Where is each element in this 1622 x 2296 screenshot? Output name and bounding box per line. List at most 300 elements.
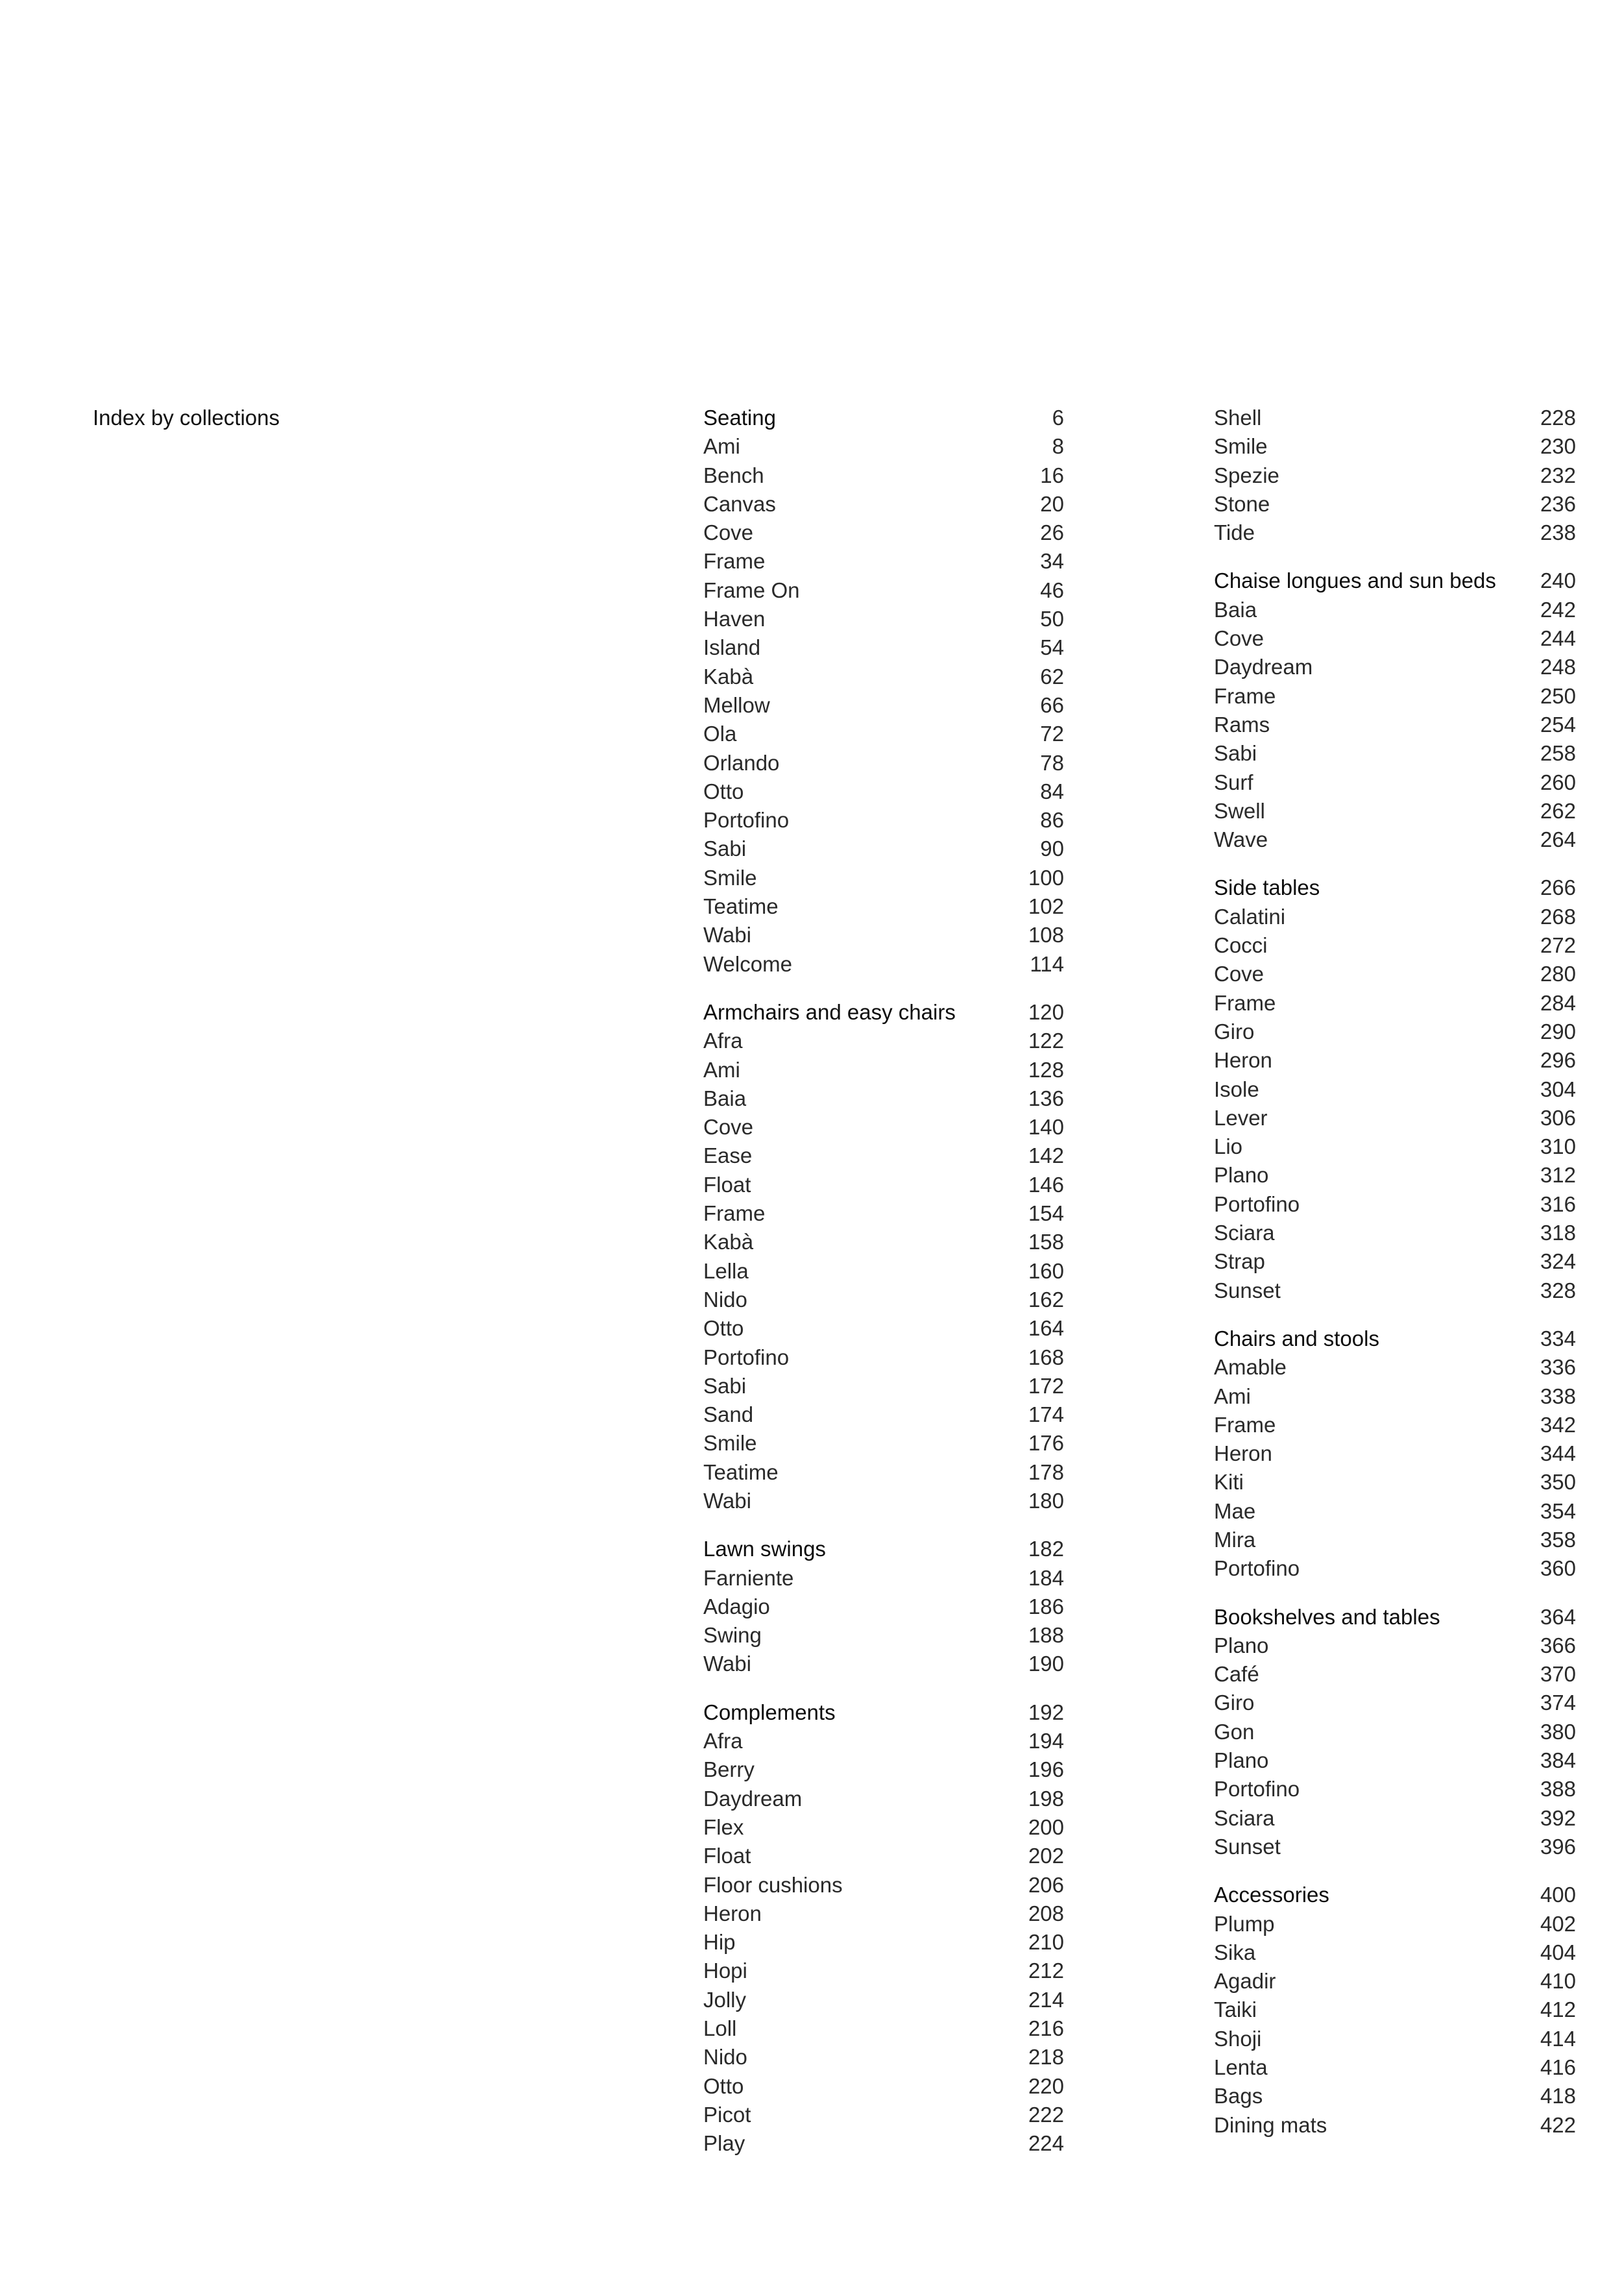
- index-entry: [703, 720, 1064, 748]
- entry-name: Sciara: [1214, 1221, 1275, 1245]
- index-column-left: [703, 404, 1064, 2178]
- entry-page-number: 384: [1540, 1748, 1576, 1773]
- entry-page-number: 66: [1040, 692, 1064, 717]
- entry-page-number: 296: [1540, 1048, 1576, 1073]
- entry-page-number: 208: [1028, 1901, 1064, 1925]
- entry-page-number: 158: [1028, 1230, 1064, 1254]
- section-chairs-and-stools: [1214, 1325, 1576, 1583]
- entry-name: Stone: [1214, 491, 1270, 516]
- entry-name: Portofino: [703, 808, 790, 833]
- entry-name: Otto: [703, 2073, 744, 2098]
- entry-page-number: 72: [1040, 722, 1064, 746]
- section-heading-page: 6: [1052, 406, 1064, 430]
- entry-page-number: 168: [1028, 1345, 1064, 1369]
- entry-name: Rams: [1214, 712, 1270, 737]
- entry-name: Teatime: [703, 894, 779, 919]
- entry-name: Kiti: [1214, 1470, 1244, 1495]
- entry-name: Farniente: [703, 1565, 794, 1590]
- section-heading-page: 182: [1028, 1537, 1064, 1561]
- index-entry: [703, 777, 1064, 806]
- entry-name: Floor cushions: [703, 1872, 843, 1897]
- entry-page-number: 102: [1028, 894, 1064, 919]
- section-heading: [1214, 567, 1576, 595]
- entry-name: Sika: [1214, 1940, 1256, 1964]
- index-entry: [1214, 1046, 1576, 1075]
- index-entry: [703, 1871, 1064, 1899]
- index-entry: [703, 1928, 1064, 1957]
- section-heading: [703, 1698, 1064, 1727]
- index-entry: [1214, 2111, 1576, 2140]
- entry-name: Lever: [1214, 1105, 1268, 1130]
- entry-page-number: 142: [1028, 1143, 1064, 1168]
- entry-name: Cove: [703, 520, 754, 545]
- index-entry: [703, 864, 1064, 892]
- index-entry: [1214, 461, 1576, 490]
- entry-name: Adagio: [703, 1594, 770, 1618]
- entry-name: Frame: [1214, 683, 1276, 708]
- section-heading: [1214, 1881, 1576, 1909]
- index-entry: [1214, 1746, 1576, 1775]
- entry-page-number: 90: [1040, 837, 1064, 861]
- entry-page-number: 374: [1540, 1691, 1576, 1715]
- entry-page-number: 174: [1028, 1402, 1064, 1427]
- entry-page-number: 190: [1028, 1652, 1064, 1676]
- entry-page-number: 414: [1540, 2026, 1576, 2051]
- entry-page-number: 16: [1040, 463, 1064, 487]
- index-entry: [1214, 1439, 1576, 1468]
- entry-name: Calatini: [1214, 904, 1286, 929]
- entry-page-number: 304: [1540, 1077, 1576, 1101]
- entry-name: Plano: [1214, 1163, 1269, 1188]
- index-entry: [703, 1986, 1064, 2014]
- index-entry: [703, 633, 1064, 662]
- section-accessories: [1214, 1881, 1576, 2140]
- entry-page-number: 100: [1028, 865, 1064, 890]
- entry-name: Kabà: [703, 1230, 754, 1254]
- entry-name: Shell: [1214, 406, 1262, 430]
- index-entry: [1214, 1132, 1576, 1161]
- index-entry: [1214, 1689, 1576, 1717]
- entry-name: Flex: [703, 1814, 744, 1839]
- index-entry: [703, 835, 1064, 863]
- index-entry: [1214, 1996, 1576, 2024]
- entry-page-number: 232: [1540, 463, 1576, 487]
- entry-name: Cove: [1214, 962, 1265, 986]
- entry-page-number: 26: [1040, 520, 1064, 545]
- entry-name: Berry: [703, 1757, 755, 1782]
- index-entry: [1214, 1161, 1576, 1190]
- entry-page-number: 370: [1540, 1662, 1576, 1687]
- section-heading-label: Seating: [703, 406, 776, 430]
- entry-name: Sunset: [1214, 1834, 1281, 1859]
- section-complements: [703, 1698, 1064, 2158]
- entry-name: Wabi: [703, 1652, 751, 1676]
- section-heading-label: Side tables: [1214, 875, 1320, 900]
- entry-name: Daydream: [1214, 655, 1313, 679]
- entry-page-number: 418: [1540, 2084, 1576, 2108]
- entry-name: Cove: [1214, 626, 1265, 651]
- section-heading: [703, 404, 1064, 432]
- entry-page-number: 312: [1540, 1163, 1576, 1188]
- index-entry: [1214, 1833, 1576, 1861]
- entry-name: Smile: [703, 1431, 757, 1456]
- entry-name: Frame On: [703, 578, 800, 602]
- entry-name: Sand: [703, 1402, 754, 1427]
- index-entry: [1214, 1910, 1576, 1938]
- entry-name: Otto: [703, 1316, 744, 1341]
- index-entry: [1214, 711, 1576, 739]
- entry-page-number: 254: [1540, 712, 1576, 737]
- index-entry: [1214, 1631, 1576, 1660]
- index-entry: [703, 1842, 1064, 1870]
- entry-name: Lenta: [1214, 2055, 1268, 2080]
- entry-page-number: 228: [1540, 406, 1576, 430]
- entry-name: Heron: [1214, 1441, 1272, 1466]
- index-entry: [703, 1084, 1064, 1113]
- entry-page-number: 422: [1540, 2112, 1576, 2137]
- index-entry: [1214, 989, 1576, 1018]
- entry-page-number: 344: [1540, 1441, 1576, 1466]
- entry-name: Picot: [703, 2102, 751, 2127]
- index-entry: [703, 2014, 1064, 2043]
- entry-page-number: 136: [1028, 1086, 1064, 1110]
- index-entry: [703, 1564, 1064, 1593]
- section-heading-label: Lawn swings: [703, 1537, 826, 1561]
- entry-name: Hopi: [703, 1959, 747, 1983]
- section-heading: [1214, 1325, 1576, 1353]
- entry-page-number: 128: [1028, 1057, 1064, 1082]
- entry-name: Nido: [703, 1287, 747, 1312]
- section-lawn-swings: [703, 1535, 1064, 1678]
- index-entry: [703, 691, 1064, 720]
- index-entry: [703, 1056, 1064, 1084]
- entry-page-number: 338: [1540, 1384, 1576, 1408]
- entry-name: Lio: [1214, 1134, 1243, 1159]
- entry-name: Spezie: [1214, 463, 1279, 487]
- index-entry: [1214, 825, 1576, 854]
- entry-page-number: 410: [1540, 1969, 1576, 1994]
- entry-name: Hip: [703, 1930, 736, 1955]
- index-entry: [1214, 682, 1576, 711]
- index-entry: [1214, 432, 1576, 461]
- entry-name: Plano: [1214, 1633, 1269, 1657]
- index-entry: [703, 892, 1064, 921]
- entry-page-number: 342: [1540, 1412, 1576, 1437]
- entry-page-number: 78: [1040, 750, 1064, 775]
- entry-name: Tide: [1214, 520, 1255, 545]
- entry-page-number: 162: [1028, 1287, 1064, 1312]
- entry-name: Bench: [703, 463, 764, 487]
- entry-page-number: 324: [1540, 1249, 1576, 1274]
- index-entry: [703, 2072, 1064, 2101]
- entry-page-number: 392: [1540, 1805, 1576, 1830]
- index-entry: [703, 1429, 1064, 1458]
- index-entry: [703, 432, 1064, 461]
- entry-page-number: 366: [1540, 1633, 1576, 1657]
- entry-page-number: 216: [1028, 2016, 1064, 2041]
- section-heading-page: 240: [1540, 568, 1576, 593]
- entry-page-number: 248: [1540, 655, 1576, 679]
- index-entry: [1214, 2082, 1576, 2110]
- entry-page-number: 404: [1540, 1940, 1576, 1964]
- index-entry: [1214, 404, 1576, 432]
- index-entry: [703, 1286, 1064, 1314]
- entry-name: Mira: [1214, 1527, 1256, 1552]
- entry-page-number: 198: [1028, 1786, 1064, 1811]
- entry-name: Ami: [703, 1057, 740, 1082]
- entry-page-number: 380: [1540, 1719, 1576, 1744]
- entry-name: Ami: [1214, 1384, 1251, 1408]
- entry-name: Gon: [1214, 1719, 1255, 1744]
- entry-name: Sabi: [703, 837, 747, 861]
- index-entry: [1214, 1219, 1576, 1247]
- index-entry: [703, 1813, 1064, 1842]
- entry-name: Baia: [703, 1086, 747, 1110]
- entry-page-number: 34: [1040, 549, 1064, 574]
- entry-page-number: 172: [1028, 1373, 1064, 1398]
- index-entry: [1214, 519, 1576, 547]
- entry-name: Plump: [1214, 1911, 1275, 1936]
- entry-page-number: 160: [1028, 1258, 1064, 1283]
- entry-page-number: 262: [1540, 798, 1576, 823]
- index-entry: [1214, 960, 1576, 988]
- index-entry: [703, 605, 1064, 633]
- index-entry: [1214, 2025, 1576, 2053]
- index-entry: [703, 1257, 1064, 1286]
- index-entry: [1214, 1075, 1576, 1104]
- index-entry: [1214, 596, 1576, 624]
- entry-name: Haven: [703, 607, 766, 631]
- entry-page-number: 210: [1028, 1930, 1064, 1955]
- entry-page-number: 212: [1028, 1959, 1064, 1983]
- entry-name: Sciara: [1214, 1805, 1275, 1830]
- section-armchairs-and-easy-chairs: [703, 998, 1064, 1515]
- index-entry: [703, 806, 1064, 835]
- index-entry: [703, 2129, 1064, 2158]
- index-entry: [1214, 1526, 1576, 1554]
- entry-name: Afra: [703, 1029, 743, 1053]
- index-entry: [1214, 1938, 1576, 1967]
- entry-name: Swell: [1214, 798, 1265, 823]
- entry-name: Bags: [1214, 2084, 1263, 2108]
- entry-page-number: 84: [1040, 779, 1064, 803]
- entry-name: Surf: [1214, 770, 1253, 794]
- index-entry: [703, 1171, 1064, 1199]
- entry-name: Heron: [1214, 1048, 1272, 1073]
- index-entry: [1214, 768, 1576, 797]
- section-continued: [1214, 404, 1576, 547]
- entry-name: Portofino: [1214, 1191, 1300, 1216]
- index-entry: [1214, 797, 1576, 825]
- entry-name: Teatime: [703, 1459, 779, 1484]
- entry-page-number: 154: [1028, 1201, 1064, 1226]
- entry-name: Sunset: [1214, 1278, 1281, 1302]
- index-entry: [1214, 903, 1576, 931]
- index-entry: [703, 519, 1064, 547]
- entry-name: Plano: [1214, 1748, 1269, 1773]
- entry-name: Shoji: [1214, 2026, 1262, 2051]
- section-heading: [703, 1535, 1064, 1563]
- index-entry: [703, 1458, 1064, 1487]
- entry-page-number: 268: [1540, 904, 1576, 929]
- entry-name: Canvas: [703, 491, 776, 516]
- entry-page-number: 178: [1028, 1459, 1064, 1484]
- entry-page-number: 122: [1028, 1029, 1064, 1053]
- index-entry: [703, 1785, 1064, 1813]
- index-entry: [1214, 490, 1576, 519]
- entry-name: Ola: [703, 722, 737, 746]
- index-entry: [1214, 1775, 1576, 1803]
- entry-page-number: 310: [1540, 1134, 1576, 1159]
- index-entry: [1214, 739, 1576, 768]
- entry-page-number: 206: [1028, 1872, 1064, 1897]
- entry-page-number: 250: [1540, 683, 1576, 708]
- entry-page-number: 238: [1540, 520, 1576, 545]
- entry-name: Float: [703, 1844, 751, 1868]
- entry-page-number: 244: [1540, 626, 1576, 651]
- index-entry: [1214, 1804, 1576, 1833]
- index-entry: [703, 1755, 1064, 1784]
- entry-name: Strap: [1214, 1249, 1265, 1274]
- entry-page-number: 224: [1028, 2131, 1064, 2156]
- entry-page-number: 328: [1540, 1278, 1576, 1302]
- entry-page-number: 218: [1028, 2045, 1064, 2070]
- entry-name: Kabà: [703, 664, 754, 689]
- index-entry: [703, 1593, 1064, 1621]
- entry-page-number: 20: [1040, 491, 1064, 516]
- entry-name: Welcome: [703, 951, 792, 976]
- entry-name: Lella: [703, 1258, 749, 1283]
- entry-name: Daydream: [703, 1786, 803, 1811]
- entry-name: Orlando: [703, 750, 780, 775]
- entry-page-number: 62: [1040, 664, 1064, 689]
- section-heading-page: 334: [1540, 1326, 1576, 1350]
- entry-page-number: 242: [1540, 597, 1576, 622]
- entry-page-number: 214: [1028, 1987, 1064, 2012]
- entry-page-number: 280: [1540, 962, 1576, 986]
- entry-name: Portofino: [703, 1345, 790, 1369]
- index-entry: [703, 1113, 1064, 1142]
- entry-page-number: 412: [1540, 1997, 1576, 2022]
- entry-name: Frame: [1214, 990, 1276, 1015]
- index-entry: [1214, 1718, 1576, 1746]
- index-entry: [703, 1899, 1064, 1928]
- index-entry: [1214, 1247, 1576, 1276]
- entry-page-number: 86: [1040, 808, 1064, 833]
- entry-page-number: 222: [1028, 2102, 1064, 2127]
- index-entry: [1214, 1660, 1576, 1689]
- entry-name: Float: [703, 1172, 751, 1197]
- entry-name: Giro: [1214, 1691, 1255, 1715]
- entry-page-number: 180: [1028, 1488, 1064, 1513]
- entry-page-number: 176: [1028, 1431, 1064, 1456]
- index-entry: [1214, 1411, 1576, 1439]
- index-entry: [1214, 653, 1576, 681]
- entry-page-number: 146: [1028, 1172, 1064, 1197]
- index-entry: [703, 461, 1064, 490]
- index-entry: [703, 1314, 1064, 1343]
- index-entry: [1214, 1497, 1576, 1526]
- section-heading-label: Complements: [703, 1700, 836, 1724]
- entry-page-number: 194: [1028, 1729, 1064, 1753]
- entry-page-number: 272: [1540, 933, 1576, 958]
- entry-page-number: 318: [1540, 1221, 1576, 1245]
- entry-page-number: 264: [1540, 827, 1576, 852]
- entry-page-number: 220: [1028, 2073, 1064, 2098]
- index-entry: [703, 921, 1064, 949]
- section-heading: [703, 998, 1064, 1027]
- entry-name: Ease: [703, 1143, 753, 1168]
- entry-name: Sabi: [1214, 741, 1257, 766]
- entry-name: Agadir: [1214, 1969, 1276, 1994]
- section-heading-label: Armchairs and easy chairs: [703, 999, 956, 1024]
- index-entry: [703, 1343, 1064, 1372]
- index-entry: [1214, 1276, 1576, 1305]
- entry-page-number: 260: [1540, 770, 1576, 794]
- index-entry: [1214, 931, 1576, 960]
- section-heading: [1214, 873, 1576, 902]
- entry-name: Wave: [1214, 827, 1268, 852]
- entry-name: Frame: [703, 549, 766, 574]
- entry-page-number: 230: [1540, 434, 1576, 459]
- entry-page-number: 360: [1540, 1556, 1576, 1581]
- index-entry: [1214, 2053, 1576, 2082]
- entry-page-number: 184: [1028, 1565, 1064, 1590]
- entry-name: Mae: [1214, 1498, 1256, 1523]
- entry-page-number: 350: [1540, 1470, 1576, 1495]
- entry-name: Smile: [1214, 434, 1268, 459]
- index-entry: [703, 1027, 1064, 1055]
- section-heading-page: 266: [1540, 875, 1576, 900]
- index-entry: [703, 1487, 1064, 1515]
- entry-page-number: 354: [1540, 1498, 1576, 1523]
- index-entry: [703, 2101, 1064, 2129]
- entry-name: Ami: [703, 434, 740, 459]
- entry-page-number: 50: [1040, 607, 1064, 631]
- entry-page-number: 236: [1540, 491, 1576, 516]
- entry-name: Play: [703, 2131, 745, 2156]
- entry-page-number: 186: [1028, 1594, 1064, 1618]
- index-entry: [703, 1400, 1064, 1429]
- entry-page-number: 140: [1028, 1115, 1064, 1140]
- index-entry: [1214, 1353, 1576, 1382]
- index-entry: [1214, 1967, 1576, 1996]
- index-entry: [703, 2043, 1064, 2071]
- entry-name: Cove: [703, 1115, 754, 1140]
- index-entry: [1214, 1468, 1576, 1496]
- section-heading-page: 400: [1540, 1883, 1576, 1907]
- entry-page-number: 54: [1040, 635, 1064, 660]
- index-entry: [703, 1957, 1064, 1985]
- index-entry: [703, 1142, 1064, 1170]
- index-entry: [703, 1650, 1064, 1678]
- section-heading-label: Accessories: [1214, 1883, 1329, 1907]
- entry-page-number: 8: [1052, 434, 1064, 459]
- entry-page-number: 402: [1540, 1911, 1576, 1936]
- index-entry: [703, 950, 1064, 979]
- entry-page-number: 46: [1040, 578, 1064, 602]
- entry-page-number: 258: [1540, 741, 1576, 766]
- index-entry: [1214, 624, 1576, 653]
- entry-name: Amable: [1214, 1355, 1287, 1380]
- section-heading-page: 364: [1540, 1604, 1576, 1629]
- entry-name: Heron: [703, 1901, 762, 1925]
- section-heading: [1214, 1603, 1576, 1631]
- index-entry: [703, 1228, 1064, 1256]
- index-entry: [1214, 1018, 1576, 1046]
- entry-page-number: 358: [1540, 1527, 1576, 1552]
- index-entry: [703, 547, 1064, 576]
